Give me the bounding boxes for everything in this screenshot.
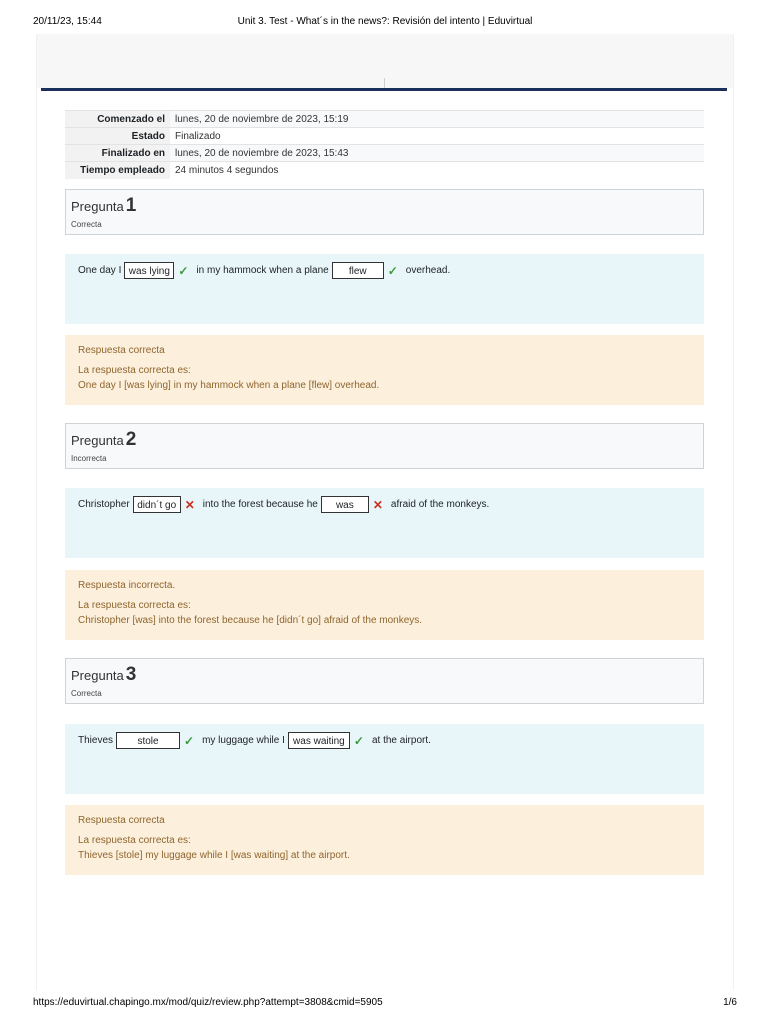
check-icon: ✓ [353,733,364,748]
question-number: 1 [125,195,137,216]
top-navbar-band [37,34,733,88]
summary-label: Finalizado en [65,145,170,162]
sentence-text: Thieves [78,735,114,746]
question-3-content [65,724,704,794]
print-datetime: 20/11/23, 15:44 [33,16,102,27]
progress-tick [384,78,385,88]
feedback-correct-text: One day I [was lying] in my hammock when a plane [flew] overhead. [78,380,380,391]
question-1-info [65,189,704,235]
check-icon: ✓ [184,733,195,748]
question-sentence [78,262,453,279]
summary-value: 24 minutos 4 segundos [170,162,704,179]
feedback-result: Respuesta incorrecta. [78,580,176,591]
summary-value: lunes, 20 de noviembre de 2023, 15:43 [170,145,704,162]
feedback-correct-label: La respuesta correcta es: [78,600,191,611]
question-1-content [65,254,704,324]
feedback-result: Respuesta correcta [78,815,165,826]
question-3-feedback [65,805,704,875]
answer-field[interactable]: didn´t go [133,496,181,513]
question-state: Correcta [71,220,102,229]
question-label: Pregunta 3 [71,664,137,685]
feedback-result: Respuesta correcta [78,345,165,356]
answer-field[interactable]: flew [332,262,384,279]
sentence-text: into the forest because he [202,499,318,510]
question-2-info [65,423,704,469]
summary-label: Comenzado el [65,111,170,128]
progress-bar [41,88,727,91]
question-label: Pregunta 1 [71,195,137,216]
cross-icon: ✕ [372,497,383,512]
cross-icon: ✕ [184,497,195,512]
sentence-text: afraid of the monkeys. [390,499,490,510]
question-label: Pregunta 2 [71,429,137,450]
question-2-content [65,488,704,558]
question-state: Correcta [71,689,102,698]
sentence-text: my luggage while I [202,735,285,746]
question-number: 3 [125,664,137,685]
feedback-correct-text: Christopher [was] into the forest because he [didn´t go] afraid of the monkeys. [78,615,423,626]
print-page-title: Unit 3. Test - What´s in the news?: Revisión del intento | Eduvirtual [237,16,533,27]
sentence-text: in my hammock when a plane [196,265,329,276]
feedback-correct-text: Thieves [stole] my luggage while I [was waiting] at the airport. [78,850,350,861]
question-state: Incorrecta [71,454,107,463]
answer-field[interactable]: was [321,496,369,513]
attempt-summary-table [65,110,704,179]
answer-field[interactable]: was waiting [288,732,350,749]
question-2-feedback [65,570,704,640]
summary-row [65,162,704,179]
sentence-text: at the airport. [371,735,431,746]
question-sentence [78,732,434,749]
feedback-correct-label: La respuesta correcta es: [78,365,191,376]
check-icon: ✓ [387,263,398,278]
question-3-info [65,658,704,704]
print-footer [33,997,737,1011]
check-icon: ✓ [178,263,189,278]
answer-field[interactable]: stole [116,732,180,749]
print-page-number: 1/6 [723,997,737,1008]
sentence-text: Christopher [78,499,130,510]
summary-value: lunes, 20 de noviembre de 2023, 15:19 [170,111,704,128]
summary-row [65,111,704,128]
question-number: 2 [125,429,137,450]
answer-field[interactable]: was lying [124,262,174,279]
question-1-feedback [65,335,704,405]
summary-label: Estado [65,128,170,145]
question-sentence [78,496,492,513]
sentence-text: One day I [78,265,122,276]
summary-label: Tiempo empleado [65,162,170,179]
summary-row [65,128,704,145]
print-header [33,16,737,30]
feedback-correct-label: La respuesta correcta es: [78,835,191,846]
print-url: https://eduvirtual.chapingo.mx/mod/quiz/review.php?attempt=3808&cmid=5905 [33,997,383,1008]
sentence-text: overhead. [405,265,451,276]
summary-row [65,145,704,162]
summary-value: Finalizado [170,128,704,145]
